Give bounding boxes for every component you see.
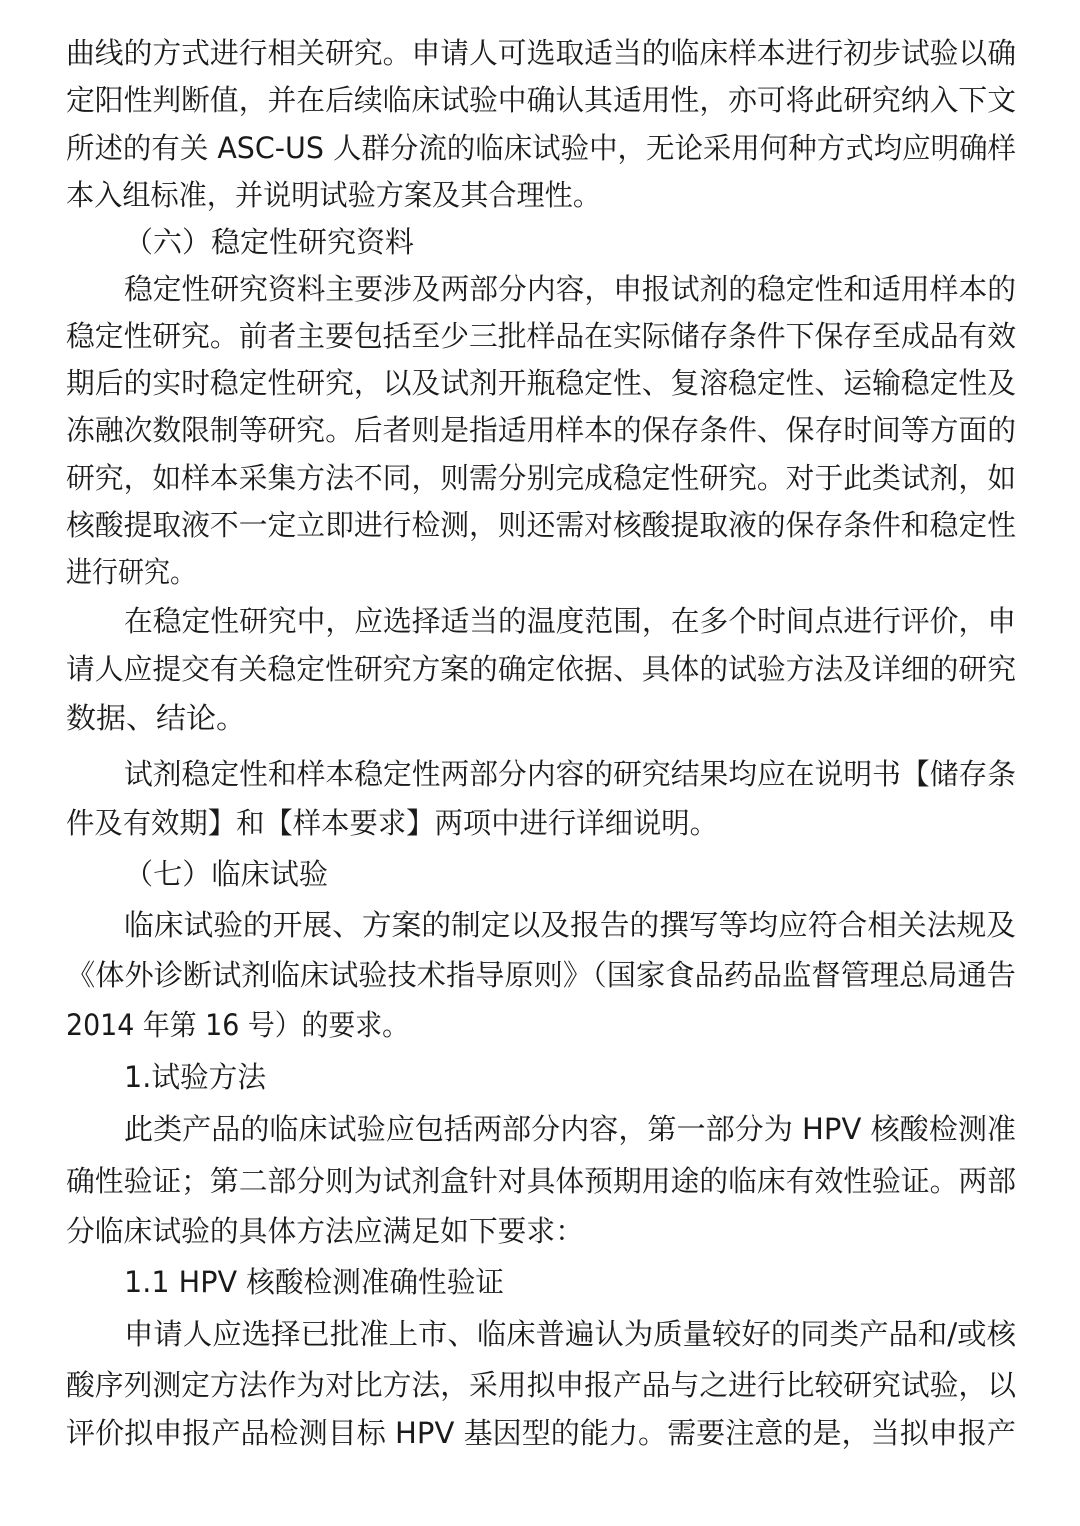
paragraph-line xyxy=(0,695,1080,741)
paragraph-line xyxy=(0,1002,1080,1048)
line-text: 核酸提取液不一定立即进行检测，则还需对核酸提取液的保存条件和稳定性 xyxy=(66,508,1016,542)
line-text: 件及有效期】和【样本要求】两项中进行详细说明。 xyxy=(66,806,718,840)
paragraph-line xyxy=(0,172,1080,218)
paragraph-line xyxy=(0,455,1080,501)
paragraph-line xyxy=(0,502,1080,548)
line-text: 酸序列测定方法作为对比方法，采用拟申报产品与之进行比较研究试验，以 xyxy=(66,1368,1016,1402)
line-text: 确性验证；第二部分则为试剂盒针对具体预期用途的临床有效性验证。两部 xyxy=(66,1164,1016,1198)
paragraph-line xyxy=(0,1208,1080,1254)
line-text: 数据、结论。 xyxy=(66,701,246,735)
paragraph-line xyxy=(0,1158,1080,1204)
paragraph-line xyxy=(0,549,1080,595)
paragraph-line xyxy=(0,360,1080,406)
paragraph-line xyxy=(0,952,1080,998)
paragraph-line xyxy=(0,30,1080,76)
line-text: 试剂稳定性和样本稳定性两部分内容的研究结果均应在说明书【储存条 xyxy=(124,757,1016,791)
line-text: 此类产品的临床试验应包括两部分内容，第一部分为 HPV 核酸检测准 xyxy=(124,1112,1016,1146)
section-heading xyxy=(0,219,1080,265)
line-text: 进行研究。 xyxy=(66,555,196,589)
paragraph-line xyxy=(0,598,1080,644)
paragraph-line xyxy=(0,407,1080,453)
line-text: 曲线的方式进行相关研究。申请人可选取适当的临床样本进行初步试验以确 xyxy=(66,36,1016,70)
paragraph-line xyxy=(0,1362,1080,1408)
paragraph-line xyxy=(0,313,1080,359)
line-text: 在稳定性研究中，应选择适当的温度范围，在多个时间点进行评价，申 xyxy=(124,604,1016,638)
paragraph-line xyxy=(0,751,1080,797)
section-heading xyxy=(0,1054,1080,1100)
paragraph-line xyxy=(0,1410,1080,1456)
line-text: 冻融次数限制等研究。后者则是指适用样本的保存条件、保存时间等方面的 xyxy=(66,413,1016,447)
line-text: 评价拟申报产品检测目标 HPV 基因型的能力。需要注意的是，当拟申报产 xyxy=(66,1416,1016,1450)
line-text: 请人应提交有关稳定性研究方案的确定依据、具体的试验方法及详细的研究 xyxy=(66,652,1016,686)
line-text: 申请人应选择已批准上市、临床普遍认为质量较好的同类产品和/或核 xyxy=(124,1317,1016,1351)
line-text: 研究，如样本采集方法不同，则需分别完成稳定性研究。对于此类试剂，如 xyxy=(66,461,1016,495)
paragraph-line xyxy=(0,77,1080,123)
paragraph-line xyxy=(0,902,1080,948)
line-text: 临床试验的开展、方案的制定以及报告的撰写等均应符合相关法规及 xyxy=(124,908,1016,942)
line-text: 本入组标准，并说明试验方案及其合理性。 xyxy=(66,178,601,212)
section-heading-text: （六）稳定性研究资料 xyxy=(124,225,414,259)
line-text: 期后的实时稳定性研究，以及试剂开瓶稳定性、复溶稳定性、运输稳定性及 xyxy=(66,366,1016,400)
paragraph-line xyxy=(0,800,1080,846)
section-heading-text: 1.1 HPV 核酸检测准确性验证 xyxy=(124,1265,504,1299)
line-text: 稳定性研究资料主要涉及两部分内容，申报试剂的稳定性和适用样本的 xyxy=(124,272,1016,306)
paragraph-line xyxy=(0,125,1080,171)
line-text: 所述的有关 ASC-US 人群分流的临床试验中，无论采用何种方式均应明确样 xyxy=(66,131,1016,165)
paragraph-line xyxy=(0,266,1080,312)
line-text: 分临床试验的具体方法应满足如下要求： xyxy=(66,1214,584,1248)
line-text: 定阳性判断值，并在后续临床试验中确认其适用性，亦可将此研究纳入下文 xyxy=(66,83,1016,117)
paragraph-line xyxy=(0,1311,1080,1357)
paragraph-line xyxy=(0,646,1080,692)
section-heading xyxy=(0,851,1080,897)
line-text: 稳定性研究。前者主要包括至少三批样品在实际储存条件下保存至成品有效 xyxy=(66,319,1016,353)
line-text: 《体外诊断试剂临床试验技术指导原则》（国家食品药品监督管理总局通告 xyxy=(66,958,1017,992)
section-heading-text: 1.试验方法 xyxy=(124,1060,266,1094)
section-heading-text: （七）临床试验 xyxy=(124,857,328,891)
paragraph-line xyxy=(0,1106,1080,1152)
section-heading xyxy=(0,1259,1080,1305)
line-text: 2014 年第 16 号）的要求。 xyxy=(66,1008,409,1042)
